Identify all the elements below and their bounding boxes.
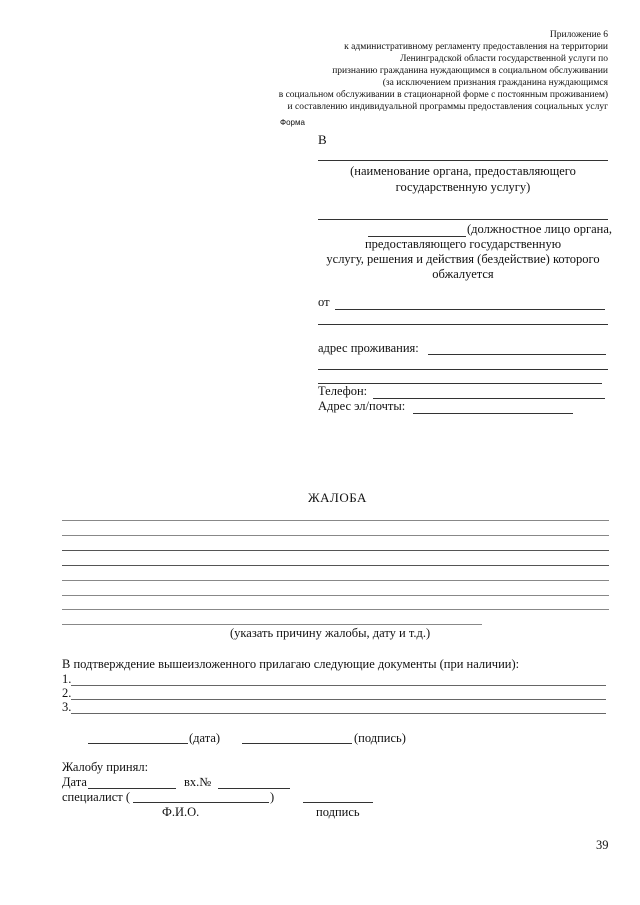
- header-line-3: Ленинградской области государственной услуги по: [400, 54, 608, 64]
- attachment-line-2[interactable]: [71, 699, 606, 700]
- signature-line[interactable]: [242, 743, 352, 744]
- attachment-item-1: 1.: [62, 672, 72, 686]
- from-label: от: [318, 295, 330, 309]
- acceptance-title: Жалобу принял:: [62, 760, 149, 774]
- official-line-1[interactable]: [318, 219, 608, 220]
- to-prefix: В: [318, 132, 327, 147]
- complaint-line-3[interactable]: [62, 550, 609, 551]
- attachments-intro: В подтверждение вышеизложенного прилагаю следующие документы (при наличии):: [62, 657, 520, 671]
- header-line-1: Приложение 6: [549, 30, 608, 40]
- official-caption-3: услугу, решения и действия (бездействие) которого: [326, 252, 600, 266]
- header-line-4: признанию гражданина нуждающимся в социальном обслуживании: [332, 66, 608, 76]
- phone-label: Телефон:: [318, 384, 368, 398]
- complaint-line-8[interactable]: [62, 624, 482, 625]
- header-line-6: в социальном обслуживании в стационарной форме с постоянным проживанием): [278, 90, 608, 100]
- header-line-5: (за исключением признания гражданина нуждающимся: [382, 78, 608, 88]
- page-number: 39: [596, 838, 609, 852]
- specialist-fio-line[interactable]: [133, 802, 269, 803]
- header-line-7: и составлению индивидуальной программы предоставления социальных услуг: [287, 102, 608, 112]
- org-name-line[interactable]: [318, 160, 608, 161]
- reason-caption: (указать причину жалобы, дату и т.д.): [230, 626, 431, 640]
- complaint-title: ЖАЛОБА: [308, 490, 367, 505]
- from-line[interactable]: [335, 309, 605, 310]
- phone-line[interactable]: [373, 398, 605, 399]
- complaint-line-4[interactable]: [62, 565, 609, 566]
- complaint-line-1[interactable]: [62, 520, 609, 521]
- complaint-line-6[interactable]: [62, 595, 609, 596]
- org-caption: (наименование органа, предоставляющего государственную услугу): [350, 164, 576, 194]
- address-line-1[interactable]: [428, 354, 606, 355]
- official-caption-4: обжалуется: [432, 267, 494, 281]
- email-label: Адрес эл/почты:: [318, 399, 406, 413]
- complaint-line-7[interactable]: [62, 609, 609, 610]
- attachment-item-2: 2.: [62, 686, 72, 700]
- attachment-item-3: 3.: [62, 700, 72, 714]
- specialist-close-paren: ): [270, 790, 275, 804]
- address-label: адрес проживания:: [318, 341, 419, 355]
- incoming-label: вх.№: [184, 775, 212, 789]
- official-caption-2: предоставляющего государственную: [364, 237, 562, 251]
- date-line[interactable]: [88, 743, 188, 744]
- address-line-2[interactable]: [318, 369, 608, 370]
- specialist-signature-line[interactable]: [303, 802, 373, 803]
- attachment-line-3[interactable]: [71, 713, 606, 714]
- complaint-line-5[interactable]: [62, 580, 609, 581]
- form-label: Форма: [280, 118, 305, 127]
- official-caption-1: (должностное лицо органа,: [467, 222, 613, 236]
- complaint-line-2[interactable]: [62, 535, 609, 536]
- incoming-number-line[interactable]: [218, 788, 290, 789]
- date-caption: (дата): [189, 731, 221, 745]
- signature-caption: (подпись): [354, 731, 406, 745]
- acceptance-signature-caption: подпись: [316, 805, 360, 819]
- specialist-label: специалист (: [62, 790, 131, 804]
- attachment-line-1[interactable]: [71, 685, 606, 686]
- from-line-2[interactable]: [318, 324, 608, 325]
- header-line-2: к административному регламенту предоставления на территории: [344, 42, 608, 52]
- email-line[interactable]: [413, 413, 573, 414]
- acceptance-date-line[interactable]: [88, 788, 176, 789]
- fio-caption: Ф.И.О.: [162, 805, 200, 819]
- acceptance-date-label: Дата: [62, 775, 87, 789]
